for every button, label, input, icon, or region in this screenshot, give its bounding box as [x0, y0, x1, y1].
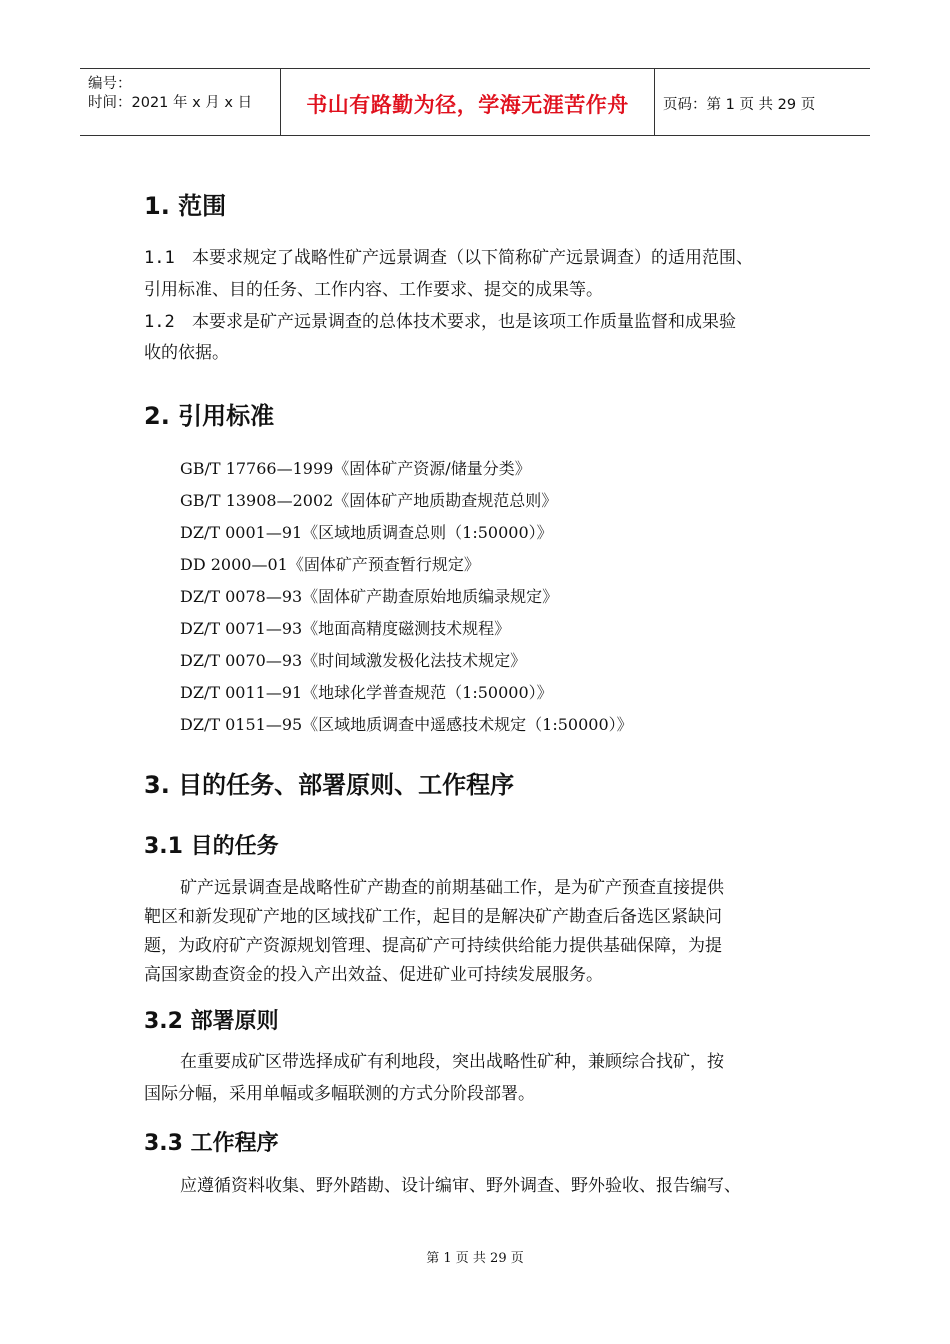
reference-item: GB/T 13908—2002《固体矿产地质勘查规范总则》 — [180, 491, 558, 510]
paragraph-line: 在重要成矿区带选择成矿有利地段，突出战略性矿种，兼顾综合找矿，按 — [180, 1052, 724, 1072]
reference-item: DZ/T 0078—93《固体矿产勘查原始地质编录规定》 — [180, 587, 559, 606]
section-3-title: 3. 目的任务、部署原则、工作程序 — [144, 771, 515, 799]
subsection-3-2-title: 3.2 部署原则 — [144, 1009, 279, 1034]
section-1-title: 1. 范围 — [144, 192, 227, 220]
motto-text: 书山有路勤为径，学海无涯苦作舟 — [306, 93, 629, 117]
reference-item: DZ/T 0071—93《地面高精度磁测技术规程》 — [180, 619, 511, 638]
reference-item: DZ/T 0001—91《区域地质调查总则（1:50000）》 — [180, 523, 553, 542]
paragraph-line: 题，为政府矿产资源规划管理、提高矿产可持续供给能力提供基础保障，为提 — [144, 936, 722, 956]
paragraph-number: 1.2 — [144, 312, 175, 332]
paragraph-line: 国际分幅，采用单幅或多幅联测的方式分阶段部署。 — [144, 1084, 535, 1104]
paragraph-line: 本要求规定了战略性矿产远景调查（以下简称矿产远景调查）的适用范围、 — [192, 248, 753, 268]
paragraph-number: 1.1 — [144, 248, 175, 268]
time-label: 时间：2021 年 x 月 x 日 — [88, 95, 253, 111]
paragraph-line: 应遵循资料收集、野外踏勘、设计编审、野外调查、野外验收、报告编写、 — [180, 1176, 741, 1196]
page-info: 页码：第 1 页 共 29 页 — [663, 97, 816, 113]
reference-item: DD 2000—01《固体矿产预查暂行规定》 — [180, 555, 480, 574]
reference-item: DZ/T 0151—95《区域地质调查中遥感技术规定（1:50000）》 — [180, 715, 633, 734]
page-header — [80, 68, 870, 136]
page-footer: 第 1 页 共 29 页 — [426, 1251, 524, 1266]
subsection-3-1-title: 3.1 目的任务 — [144, 834, 279, 859]
reference-item: DZ/T 0070—93《时间域激发极化法技术规定》 — [180, 651, 527, 670]
section-2-title: 2. 引用标准 — [144, 402, 275, 430]
paragraph-line: 收的依据。 — [144, 343, 229, 363]
subsection-3-3-title: 3.3 工作程序 — [144, 1131, 279, 1156]
paragraph-line: 引用标准、目的任务、工作内容、工作要求、提交的成果等。 — [144, 280, 603, 300]
header-motto-cell — [281, 69, 655, 135]
header-page-cell — [655, 69, 870, 135]
code-label: 编号： — [88, 76, 132, 92]
header-meta-cell — [80, 69, 281, 135]
reference-item: DZ/T 0011—91《地球化学普查规范（1:50000）》 — [180, 683, 553, 702]
reference-item: GB/T 17766—1999《固体矿产资源/储量分类》 — [180, 459, 531, 478]
paragraph-1-2 — [144, 308, 736, 337]
paragraph-line: 矿产远景调查是战略性矿产勘查的前期基础工作，是为矿产预查直接提供 — [180, 878, 724, 898]
paragraph-line: 靶区和新发现矿产地的区域找矿工作，起目的是解决矿产勘查后备选区紧缺问 — [144, 907, 722, 927]
paragraph-line: 本要求是矿产远景调查的总体技术要求，也是该项工作质量监督和成果验 — [192, 312, 736, 332]
paragraph-1-1 — [144, 244, 753, 273]
paragraph-line: 高国家勘查资金的投入产出效益、促进矿业可持续发展服务。 — [144, 965, 603, 985]
